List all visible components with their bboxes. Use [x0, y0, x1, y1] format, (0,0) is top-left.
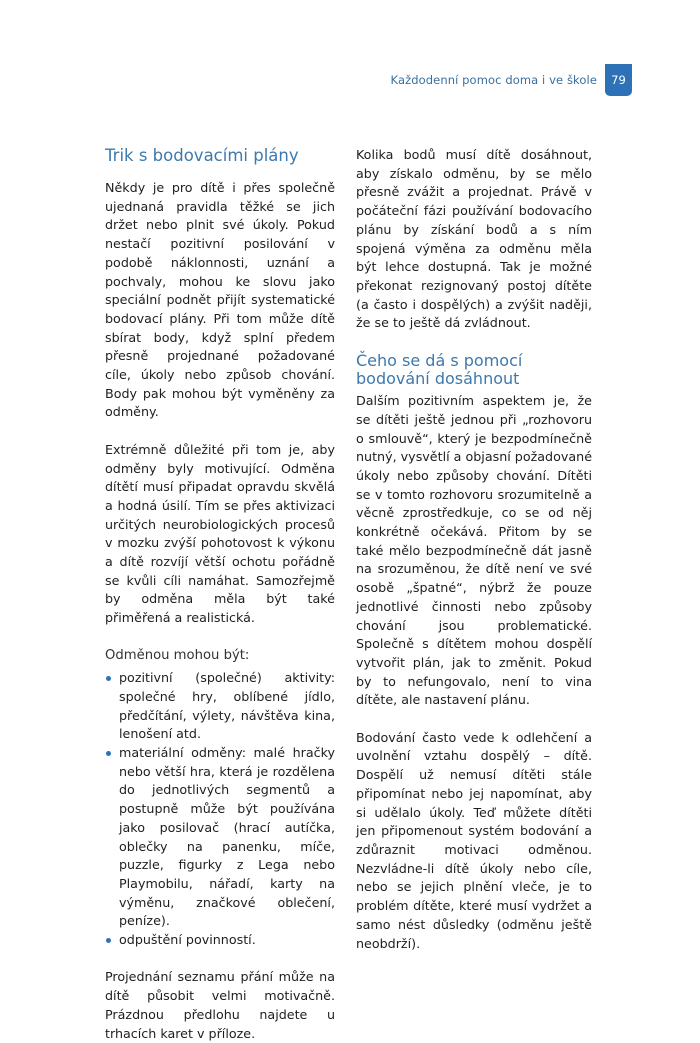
running-head: Každodenní pomoc doma i ve škole	[390, 73, 597, 87]
list-item: materiální odměny: malé hračky nebo větší hra, která je rozdělena do jednotlivých segmentů a postupně může být používána jako posilovač (hrací autíčka, oblečky na panenku, míče, puzzle, figurky z Lega nebo Playmobilu, nářadí, karty na výměnu, značkové oblečení, peníze).	[119, 744, 335, 931]
subsection-heading: Čeho se dá s pomocí bodování dosáhnout	[356, 350, 523, 389]
page-number-tab: 79	[605, 64, 632, 96]
paragraph: Dalším pozitivním aspektem je, že se dítěti ještě jednou při „rozhovoru o smlouvě“, který je bezpodmínečně nutný, vysvětlí a objasní požadované úkoly nebo způsoby chování. Dítěti se v tomto rozhovoru srozumitelně a věcně zprostředkuje, co se od něj konkrétně očekává. Přitom by se také mělo bezpodmínečně dát jasně na srozuměnou, že dítě není ve své osobě „špatné“, nýbrž že pouze jednotlivé činnosti nebo způsoby chování jsou problematické. Společně s dítětem mohou dospělí vytvořit plán, jak to změnit. Pokud by to nefungovalo, není to vina dítěte, ale nastavení plánu.	[356, 393, 593, 708]
left-column	[105, 145, 335, 1043]
list-title: Odměnou mohou být:	[105, 647, 250, 663]
paragraph: Extrémně důležité při tom je, aby odměny byly motivující. Odměna dítětí musí připadat opravdu skvělá a hodná úsilí. Tím se přes aktivizaci určitých neurobiologických procesů v mozku zvýší pohotovost k výkonu a dítě rozvíjí větší ochotu pořádně se kvůli cíli namáhat. Samozřejmě by odměna měla být také přiměřená a realistická.	[105, 441, 335, 626]
list-item: odpuštění povinností.	[119, 931, 335, 950]
paragraph: Kolika bodů musí dítě dosáhnout, aby získalo odměnu, by se mělo přesně zvážit a projednat. Právě v počáteční fázi používání bodovacího plánu by získání bodů a s ním spojená výměna za odměnu měla být lehce dostupná. Tak je možné překonat rezignovaný postoj dítěte (a často i dospělých) a zvýšit naději, že se to ještě dá zvládnout.	[356, 147, 592, 331]
right-column	[356, 146, 592, 953]
paragraph: Projednání seznamu přání může na dítě působit velmi motivačně. Prázdnou předlohu najdete u trhacích karet v příloze.	[105, 969, 335, 1041]
paragraph: Bodování často vede k odlehčení a uvolnění vztahu dospělý – dítě. Dospělí už nemusí dítěti stále připomínat nebo jej napomínat, aby si udělalo úkoly. Teď můžete dítěti jen připomenout systém bodování a zdůraznit motivaci odměnou. Nezvládne-li dítě úkoly nebo cíle, nebo se jejich plnění vleče, je to problém dítěte, které musí vydržet a samo nést důsledky (odměnu ještě neobdrží).	[356, 729, 592, 951]
section-heading: Trik s bodovacími plány	[105, 146, 299, 165]
list-item: pozitivní (společné) aktivity: společné hry, oblíbené jídlo, předčítání, výlety, návštěva kina, lenošení atd.	[119, 669, 335, 744]
reward-list	[105, 669, 335, 950]
paragraph: Někdy je pro dítě i přes společně ujednaná pravidla těžké se jich držet nebo plnit své úkoly. Pokud nestačí pozitivní posilování v podobě náklonnosti, uznání a pochvaly, mohou ke slovu jako speciální podnět přijít systematické bodovací plány. Při tom může dítě sbírat body, když splní předem přesně projednané požadované cíle, úkoly nebo způsob chování. Body pak mohou být vyměněny za odměny.	[105, 180, 335, 420]
